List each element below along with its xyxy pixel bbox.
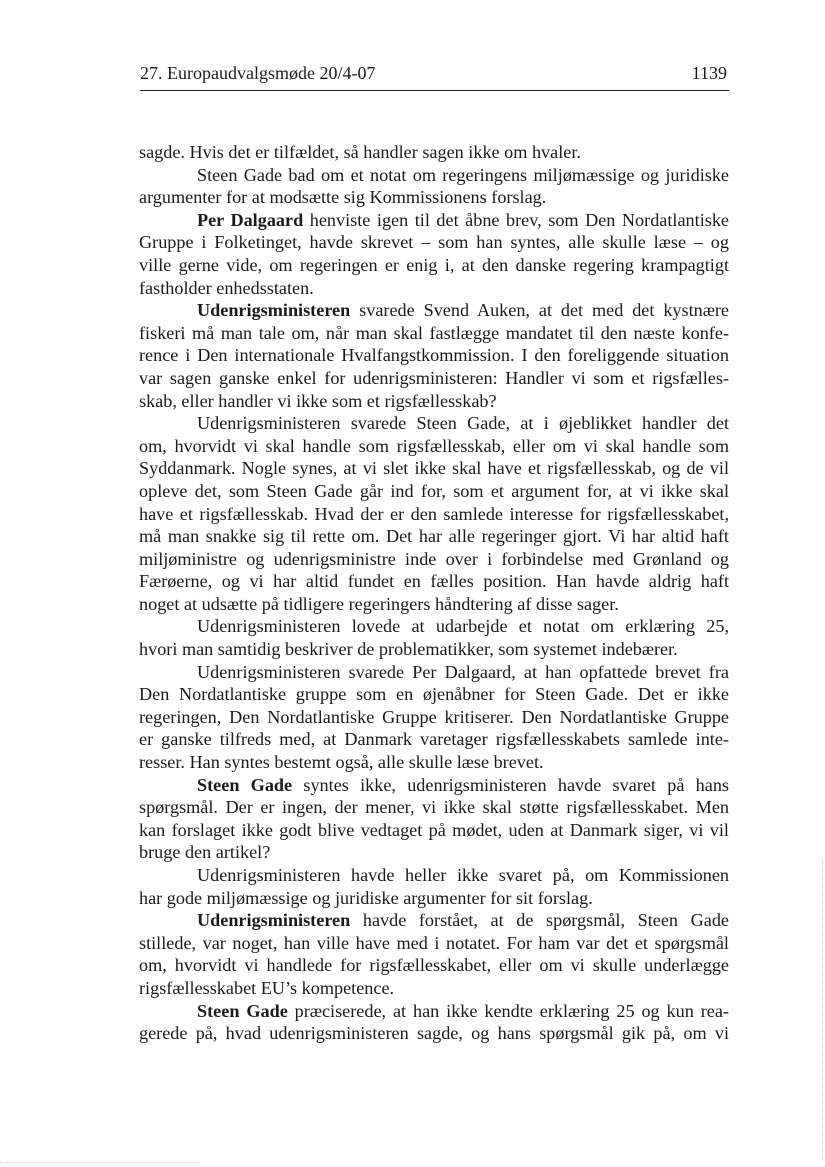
running-header: [140, 62, 727, 86]
text-line: [139, 525, 729, 548]
text-segment: miljøministre og udenrigsministre inde over i forbindelse med Grønland og: [139, 548, 729, 569]
text-line: [139, 932, 729, 955]
text-segment: om, hvorvidt vi handlede for rigsfællesskabet, eller om vi skulle underlægge: [139, 955, 729, 976]
text-line: [139, 254, 729, 277]
speaker-name: Udenrigsministeren: [197, 910, 351, 931]
text-segment: Udenrigsministeren havde heller ikke svaret på, om Kommissionen: [197, 865, 729, 885]
text-segment: rigsfællesskabet EU’s kompetence.: [139, 977, 395, 998]
text-segment: har gode miljømæssige og juridiske argumenter for sit forslag.: [139, 887, 593, 908]
text-segment: syntes ikke, udenrigsministeren havde svaret på hans: [292, 774, 729, 795]
text-line: [139, 322, 729, 345]
text-line: [139, 141, 729, 164]
text-segment: regeringen, Den Nordatlantiske Gruppe kritiserer. Den Nordatlantiske Gruppe: [139, 706, 729, 727]
text-segment: resser. Han syntes bestemt også, alle skulle læse brevet.: [139, 752, 544, 773]
text-segment: må man snakke sig til rette om. Det har alle regeringer gjort. Vi har altid haft: [139, 526, 729, 547]
text-line: [139, 164, 729, 187]
page-number: 1139: [691, 63, 727, 83]
text-segment: Syddanmark. Nogle synes, at vi slet ikke skal have et rigsfællesskab, og de vil: [139, 458, 729, 479]
text-segment: fiskeri må man tale om, når man skal fastlægge mandatet til den næste konfe-: [139, 322, 729, 343]
text-line: [139, 277, 729, 300]
text-line: [139, 1000, 729, 1023]
header-rule: [140, 90, 729, 91]
text-line: [139, 683, 729, 706]
text-segment: ville gerne vide, om regeringen er enig i, at den danske regering krampagtigt: [139, 254, 729, 275]
text-line: [139, 412, 729, 435]
text-line: [139, 728, 729, 751]
text-segment: gerede på, hvad udenrigsministeren sagde, og hans spørgsmål gik på, om vi: [139, 1023, 729, 1044]
text-line: [139, 344, 729, 367]
speaker-name: Steen Gade: [197, 774, 293, 795]
text-line: [139, 706, 729, 729]
text-line: [139, 548, 729, 571]
body-text: [139, 141, 729, 1045]
text-line: [139, 864, 729, 887]
header-title: 27. Europaudvalgsmøde 20/4-07: [140, 63, 376, 83]
text-line: [139, 367, 729, 390]
text-segment: have et rigsfællesskab. Hvad der er den samlede interesse for rigsfællesskabet,: [139, 503, 729, 524]
text-line: [139, 774, 729, 797]
speaker-name: Steen Gade: [197, 1000, 288, 1021]
text-segment: sagde. Hvis det er tilfældet, så handler sagen ikke om hvaler.: [139, 142, 581, 162]
text-segment: bruge den artikel?: [139, 842, 271, 863]
text-line: [139, 457, 729, 480]
text-segment: Færøerne, og vi har altid fundet en fælles position. Han havde aldrig haft: [139, 571, 729, 592]
scan-edge-mark: [821, 860, 823, 1160]
text-line: [139, 661, 729, 684]
text-segment: opleve det, som Steen Gade går ind for, som et argument for, at vi ikke skal: [139, 480, 729, 501]
text-segment: præciserede, at han ikke kendte erklæring 25 og kun rea-: [287, 1000, 729, 1021]
text-line: [139, 887, 729, 910]
text-line: [139, 796, 729, 819]
text-line: [139, 819, 729, 842]
text-line: [139, 977, 729, 1000]
text-segment: noget at udsætte på tidligere regeringers håndtering af disse sager.: [139, 593, 619, 614]
text-line: [139, 638, 729, 661]
text-line: [139, 390, 729, 413]
text-line: [139, 909, 729, 932]
scan-bottom-mark: [0, 1162, 200, 1163]
speaker-name: Udenrigsministeren: [197, 300, 351, 321]
text-line: [139, 954, 729, 977]
text-line: [139, 751, 729, 774]
text-line: [139, 593, 729, 616]
text-segment: Steen Gade bad om et notat om regeringens miljømæssige og juridiske: [197, 164, 729, 185]
text-segment: Gruppe i Folketinget, havde skrevet – som han syntes, alle skulle læse – og: [139, 232, 729, 253]
text-line: [139, 435, 729, 458]
text-line: [139, 615, 729, 638]
text-segment: Udenrigsministeren svarede Per Dalgaard, at han opfattede brevet fra: [197, 661, 729, 682]
text-line: [139, 503, 729, 526]
text-segment: Udenrigsministeren svarede Steen Gade, at i øjeblikket handler det: [197, 413, 729, 434]
text-line: [139, 209, 729, 232]
text-segment: argumenter for at modsætte sig Kommissionens forslag.: [139, 187, 547, 208]
text-segment: havde forstået, at de spørgsmål, Steen Gade: [350, 910, 729, 931]
text-segment: hvori man samtidig beskriver de problematikker, som systemet indebærer.: [139, 639, 678, 660]
text-line: [139, 231, 729, 254]
text-line: [139, 841, 729, 864]
text-segment: Den Nordatlantiske gruppe som en øjenåbner for Steen Gade. Det er ikke: [139, 684, 729, 705]
text-segment: rence i Den internationale Hvalfangstkommission. I den foreliggende situation: [139, 345, 729, 366]
text-segment: skab, eller handler vi ikke som et rigsfællesskab?: [139, 390, 497, 411]
text-line: [139, 480, 729, 503]
text-segment: spørgsmål. Der er ingen, der mener, vi ikke skal støtte rigsfællesskabet. Men: [139, 797, 729, 818]
text-segment: svarede Svend Auken, at det med det kystnære: [350, 300, 729, 321]
text-segment: fastholder enhedsstaten.: [139, 277, 314, 298]
text-line: [139, 299, 729, 322]
text-line: [139, 570, 729, 593]
text-segment: Udenrigsministeren lovede at udarbejde et notat om erklæring 25,: [197, 616, 729, 637]
text-line: [139, 186, 729, 209]
text-segment: henviste igen til det åbne brev, som Den Nordatlantiske: [303, 209, 729, 230]
text-segment: om, hvorvidt vi skal handle som rigsfællesskab, eller om vi skal handle som: [139, 435, 729, 456]
text-segment: er ganske tilfreds med, at Danmark varetager rigsfællesskabets samlede inte-: [139, 729, 729, 750]
text-segment: var sagen ganske enkel for udenrigsministeren: Handler vi som et rigsfælles-: [139, 367, 729, 388]
text-line: [139, 1022, 729, 1045]
text-segment: stillede, var noget, han ville have med i notatet. For ham var det et spørgsmål: [139, 932, 729, 953]
speaker-name: Per Dalgaard: [197, 209, 304, 230]
text-segment: kan forslaget ikke godt blive vedtaget på mødet, uden at Danmark siger, vi vil: [139, 819, 729, 840]
